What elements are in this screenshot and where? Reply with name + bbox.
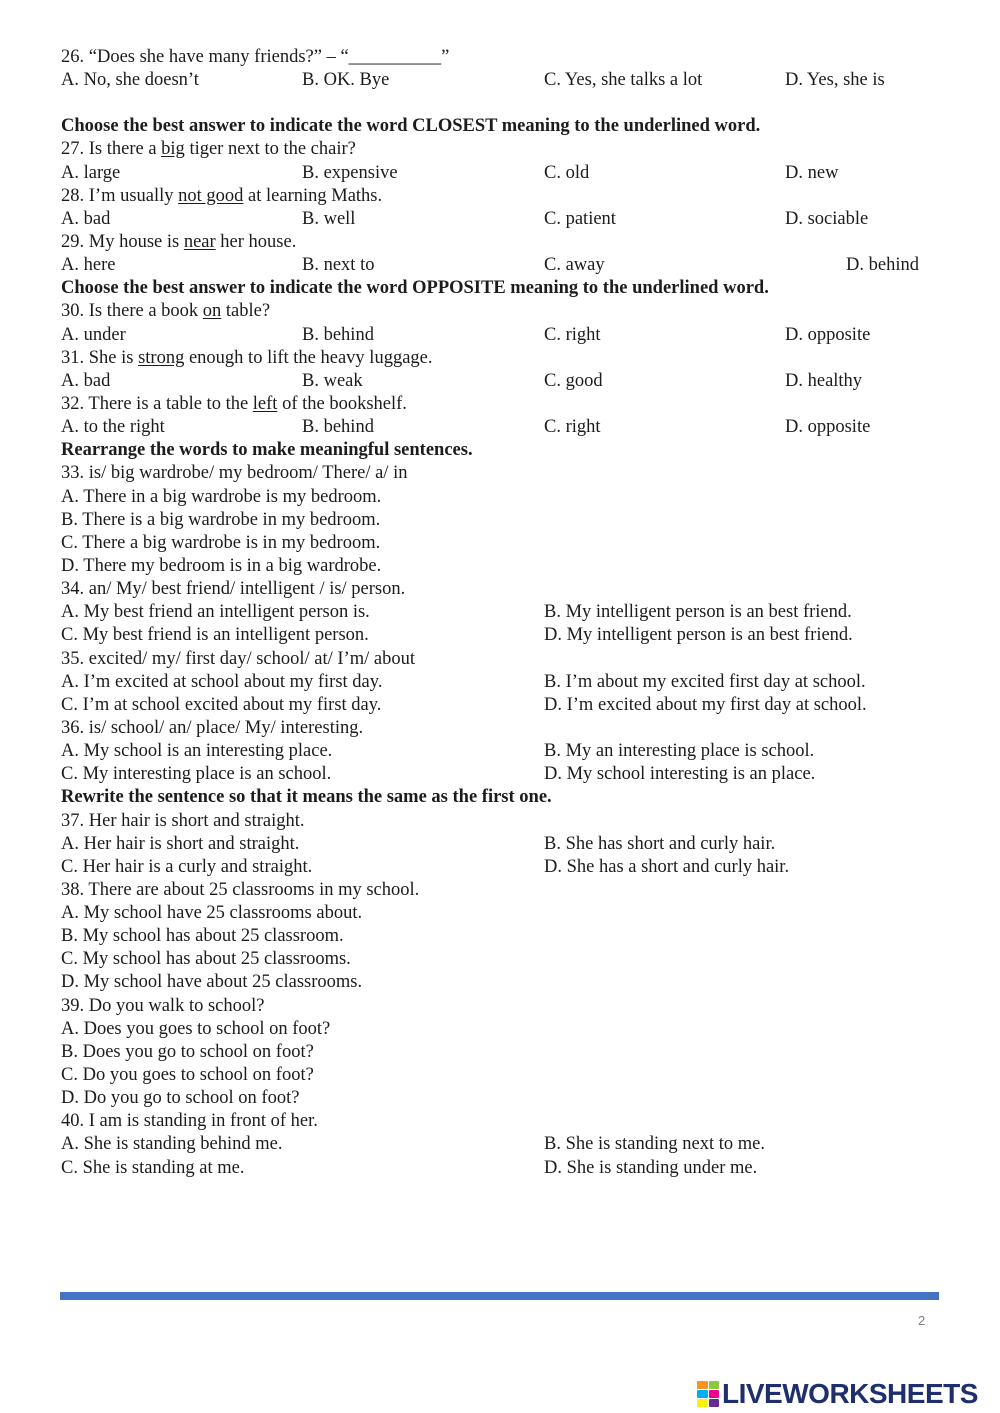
question-31-stem <box>61 347 941 370</box>
option-b[interactable]: B. well <box>302 208 356 229</box>
brand-name: LIVEWORKSHEETS <box>722 1378 978 1409</box>
stem-text: 27. Is there a <box>61 139 162 160</box>
option-a[interactable]: A. I’m excited at school about my first day. <box>61 671 383 692</box>
underlined-word: on <box>202 301 222 322</box>
question-40-options-row2 <box>61 1157 941 1180</box>
option-c[interactable]: C. away <box>544 255 605 276</box>
question-34-stem: 34. an/ My/ best friend/ intelligent / is/ person. <box>61 579 406 600</box>
section-heading-rewrite: Rewrite the sentence so that it means the same as the first one. <box>61 787 552 808</box>
question-37-stem: 37. Her hair is short and straight. <box>61 810 305 831</box>
option-d[interactable]: D. She has a short and curly hair. <box>544 856 790 877</box>
stem-text: 30. Is there a book <box>61 301 203 322</box>
stem-text: table? <box>221 301 271 322</box>
option-c[interactable]: C. My school has about 25 classrooms. <box>61 949 351 970</box>
stem-text: at learning Maths. <box>243 185 383 206</box>
question-27-stem <box>61 138 941 161</box>
option-c[interactable]: C. My best friend is an intelligent person. <box>61 625 369 646</box>
question-35-options-row2 <box>61 694 941 717</box>
question-34-options-row2 <box>61 624 941 647</box>
option-c[interactable]: C. good <box>544 370 603 391</box>
option-d[interactable]: D. I’m excited about my first day at school. <box>544 694 867 715</box>
footer-rule <box>60 1292 939 1300</box>
question-34-options-row1 <box>61 601 941 624</box>
question-33-stem: 33. is/ big wardrobe/ my bedroom/ There/ a/ in <box>61 463 408 484</box>
stem-text: 28. I’m usually <box>61 185 179 206</box>
underlined-word: strong <box>138 347 185 368</box>
option-c[interactable]: C. There a big wardrobe is in my bedroom. <box>61 532 381 553</box>
option-d[interactable]: D. My intelligent person is an best friend. <box>544 625 853 646</box>
option-d[interactable]: D. opposite <box>785 324 871 345</box>
section-heading-opposite: Choose the best answer to indicate the word OPPOSITE meaning to the underlined word. <box>61 278 769 299</box>
option-c[interactable]: C. My interesting place is an school. <box>61 764 332 785</box>
underlined-word: near <box>183 231 216 252</box>
option-b[interactable]: B. She is standing next to me. <box>544 1134 765 1155</box>
option-a[interactable]: A. to the right <box>61 417 165 438</box>
question-27-options <box>61 162 941 185</box>
question-28-options <box>61 208 941 231</box>
stem-text: 29. My house is <box>61 231 184 252</box>
option-a[interactable]: A. No, she doesn’t <box>61 70 199 91</box>
option-d[interactable]: D. My school have about 25 classrooms. <box>61 972 363 993</box>
underlined-word: big <box>161 139 185 160</box>
option-a[interactable]: A. bad <box>61 370 111 391</box>
underlined-word: left <box>252 393 278 414</box>
option-a[interactable]: A. There in a big wardrobe is my bedroom. <box>61 486 382 507</box>
option-b[interactable]: B. There is a big wardrobe in my bedroom. <box>61 509 381 530</box>
question-37-options-row1 <box>61 833 941 856</box>
question-26-stem: 26. “Does she have many friends?” – “__________” <box>61 47 450 67</box>
option-b[interactable]: B. My an interesting place is school. <box>544 741 815 762</box>
option-b[interactable]: B. behind <box>302 417 374 438</box>
option-a[interactable]: A. My school have 25 classrooms about. <box>61 903 363 924</box>
worksheet-page <box>61 46 941 1180</box>
option-a[interactable]: A. Her hair is short and straight. <box>61 833 300 854</box>
question-32-options <box>61 416 941 439</box>
option-d[interactable]: D. Do you go to school on foot? <box>61 1088 300 1109</box>
question-31-options <box>61 370 941 393</box>
question-37-options-row2 <box>61 856 941 879</box>
underlined-word: not good <box>178 185 244 206</box>
stem-text: her house. <box>215 231 297 252</box>
question-29-stem <box>61 231 941 254</box>
section-heading-rearrange: Rearrange the words to make meaningful sentences. <box>61 440 473 461</box>
question-36-stem: 36. is/ school/ an/ place/ My/ interesting. <box>61 717 364 738</box>
option-d[interactable]: D. opposite <box>785 417 871 438</box>
liveworksheets-icon <box>697 1381 719 1407</box>
option-a[interactable]: A. bad <box>61 208 111 229</box>
question-40-options-row1 <box>61 1133 941 1156</box>
stem-text: tiger next to the chair? <box>184 139 356 160</box>
option-d[interactable]: D. sociable <box>785 208 869 229</box>
option-d[interactable]: D. Yes, she is <box>785 70 885 91</box>
option-b[interactable]: B. weak <box>302 370 363 391</box>
option-b[interactable]: B. I’m about my excited first day at school. <box>544 671 866 692</box>
option-d[interactable]: D. There my bedroom is in a big wardrobe. <box>61 555 382 576</box>
question-38-stem: 38. There are about 25 classrooms in my school. <box>61 879 420 900</box>
option-a[interactable]: A. My school is an interesting place. <box>61 741 333 762</box>
question-30-options <box>61 324 941 347</box>
option-b[interactable]: B. expensive <box>302 162 398 183</box>
option-d[interactable]: D. behind <box>846 255 919 276</box>
option-c[interactable]: C. I’m at school excited about my first day. <box>61 694 382 715</box>
option-a[interactable]: A. She is standing behind me. <box>61 1134 283 1155</box>
question-36-options-row2 <box>61 763 941 786</box>
option-a[interactable]: A. My best friend an intelligent person is. <box>61 602 370 623</box>
option-a[interactable]: A. large <box>61 162 121 183</box>
option-d[interactable]: D. My school interesting is an place. <box>544 764 816 785</box>
question-26-options <box>61 69 941 92</box>
section-heading-closest: Choose the best answer to indicate the word CLOSEST meaning to the underlined word. <box>61 116 761 137</box>
option-d[interactable]: D. She is standing under me. <box>544 1157 758 1178</box>
option-b[interactable]: B. She has short and curly hair. <box>544 833 776 854</box>
stem-text: enough to lift the heavy luggage. <box>184 347 433 368</box>
option-b[interactable]: B. My school has about 25 classroom. <box>61 926 344 947</box>
option-b[interactable]: B. Does you go to school on foot? <box>61 1041 314 1062</box>
option-c[interactable]: C. Do you goes to school on foot? <box>61 1065 314 1086</box>
stem-text: of the bookshelf. <box>277 393 407 414</box>
question-29-options <box>61 254 941 277</box>
question-35-options-row1 <box>61 671 941 694</box>
question-30-stem <box>61 300 941 323</box>
option-b[interactable]: B. My intelligent person is an best friend. <box>544 602 852 623</box>
option-a[interactable]: A. here <box>61 255 116 276</box>
option-c[interactable]: C. right <box>544 417 601 438</box>
question-39-stem: 39. Do you walk to school? <box>61 995 265 1016</box>
option-b[interactable]: B. OK. Bye <box>302 70 390 91</box>
option-d[interactable]: D. healthy <box>785 370 863 391</box>
page-number: 2 <box>918 1313 926 1328</box>
option-a[interactable]: A. under <box>61 324 126 345</box>
option-d[interactable]: D. new <box>785 162 839 183</box>
option-b[interactable]: B. behind <box>302 324 374 345</box>
question-28-stem <box>61 185 941 208</box>
option-c[interactable]: C. Yes, she talks a lot <box>544 70 703 91</box>
option-a[interactable]: A. Does you goes to school on foot? <box>61 1018 331 1039</box>
option-b[interactable]: B. next to <box>302 255 375 276</box>
option-c[interactable]: C. Her hair is a curly and straight. <box>61 856 313 877</box>
option-c[interactable]: C. old <box>544 162 590 183</box>
stem-text: 31. She is <box>61 347 139 368</box>
liveworksheets-logo[interactable] <box>697 1379 978 1409</box>
question-35-stem: 35. excited/ my/ first day/ school/ at/ I’m/ about <box>61 648 415 669</box>
question-36-options-row1 <box>61 740 941 763</box>
option-c[interactable]: C. right <box>544 324 601 345</box>
question-32-stem <box>61 393 941 416</box>
question-40-stem: 40. I am is standing in front of her. <box>61 1111 318 1132</box>
stem-text: 32. There is a table to the <box>61 393 253 414</box>
option-c[interactable]: C. patient <box>544 208 616 229</box>
option-c[interactable]: C. She is standing at me. <box>61 1157 245 1178</box>
